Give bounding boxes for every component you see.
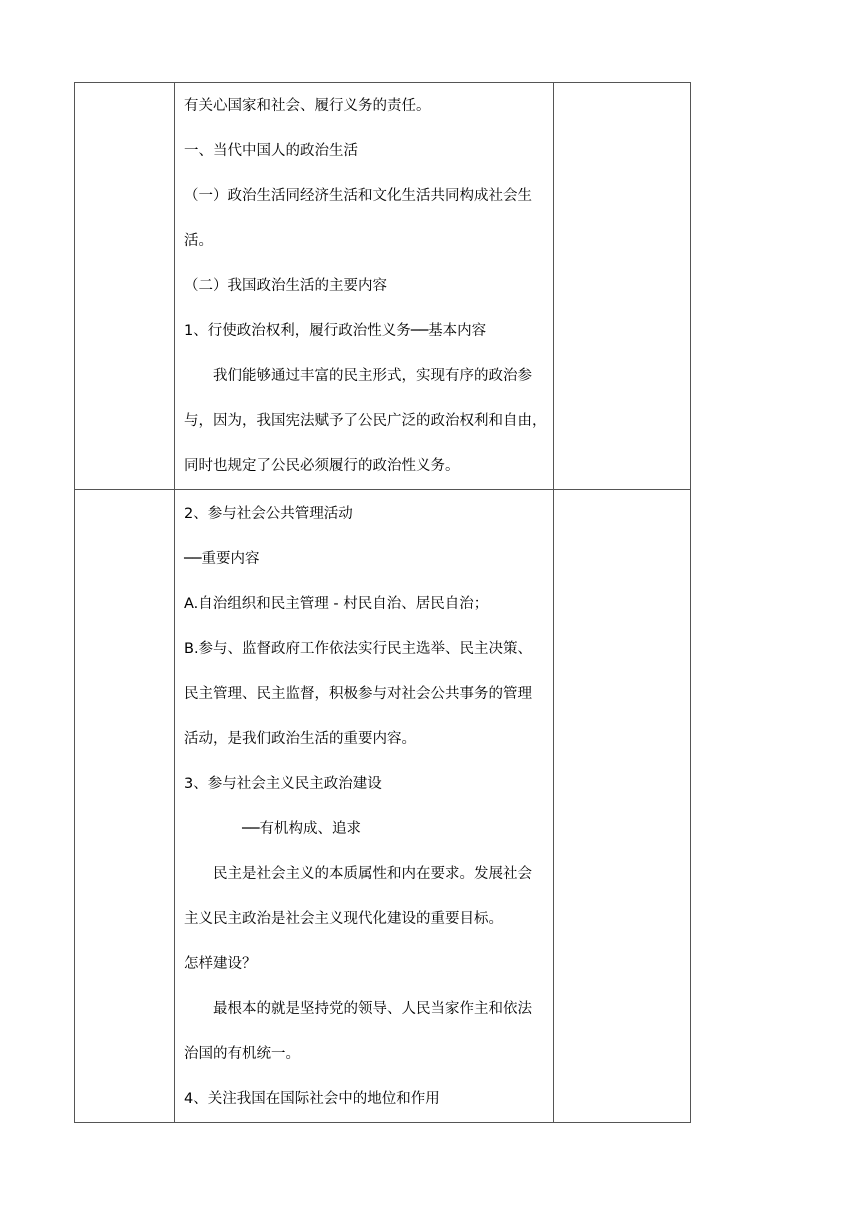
text-line: 2、参与社会公共管理活动 <box>184 506 353 522</box>
content-cell <box>175 83 554 490</box>
text-line: （一）政治生活同经济生活和文化生活共同构成社会生 <box>184 188 532 204</box>
right-cell <box>554 83 691 490</box>
text-line: 民主是社会主义的本质属性和内在要求。发展社会 <box>213 866 532 882</box>
text-line: 1、行使政治权利，履行政治性义务──基本内容 <box>184 323 487 339</box>
text-line: A.自治组织和民主管理 - 村民自治、居民自治； <box>184 596 489 612</box>
section-heading: 一、当代中国人的政治生活 <box>184 143 358 159</box>
text-line: 同时也规定了公民必须履行的政治性义务。 <box>184 458 460 474</box>
text-line: 最根本的就是坚持党的领导、人民当家作主和依法 <box>213 1001 532 1017</box>
right-cell <box>554 490 691 1123</box>
text-line: 活。 <box>184 233 213 249</box>
text-line: 4、关注我国在国际社会中的地位和作用 <box>184 1091 440 1107</box>
subsection-heading: （二）我国政治生活的主要内容 <box>184 278 387 294</box>
text-line: 3、参与社会主义民主政治建设 <box>184 776 382 792</box>
text-line: 与，因为，我国宪法赋予了公民广泛的政治权利和自由， <box>184 413 547 429</box>
text-line: 怎样建设？ <box>184 956 257 972</box>
text-line: 有关心国家和社会、履行义务的责任。 <box>184 98 431 114</box>
content-cell <box>175 490 554 1123</box>
text-line: 治国的有机统一。 <box>184 1046 300 1062</box>
left-cell <box>75 490 175 1123</box>
table-row <box>75 83 691 490</box>
text-line: B.参与、监督政府工作依法实行民主选举、民主决策、 <box>184 641 533 657</box>
lesson-table <box>74 82 691 1123</box>
text-line: 活动，是我们政治生活的重要内容。 <box>184 731 416 747</box>
table-row <box>75 490 691 1123</box>
text-line: 我们能够通过丰富的民主形式，实现有序的政治参 <box>213 368 532 384</box>
text-line: ──有机构成、追求 <box>242 821 361 837</box>
text-line: 主义民主政治是社会主义现代化建设的重要目标。 <box>184 911 503 927</box>
text-line: ──重要内容 <box>184 551 260 567</box>
text-line: 民主管理、民主监督，积极参与对社会公共事务的管理 <box>184 686 532 702</box>
left-cell <box>75 83 175 490</box>
